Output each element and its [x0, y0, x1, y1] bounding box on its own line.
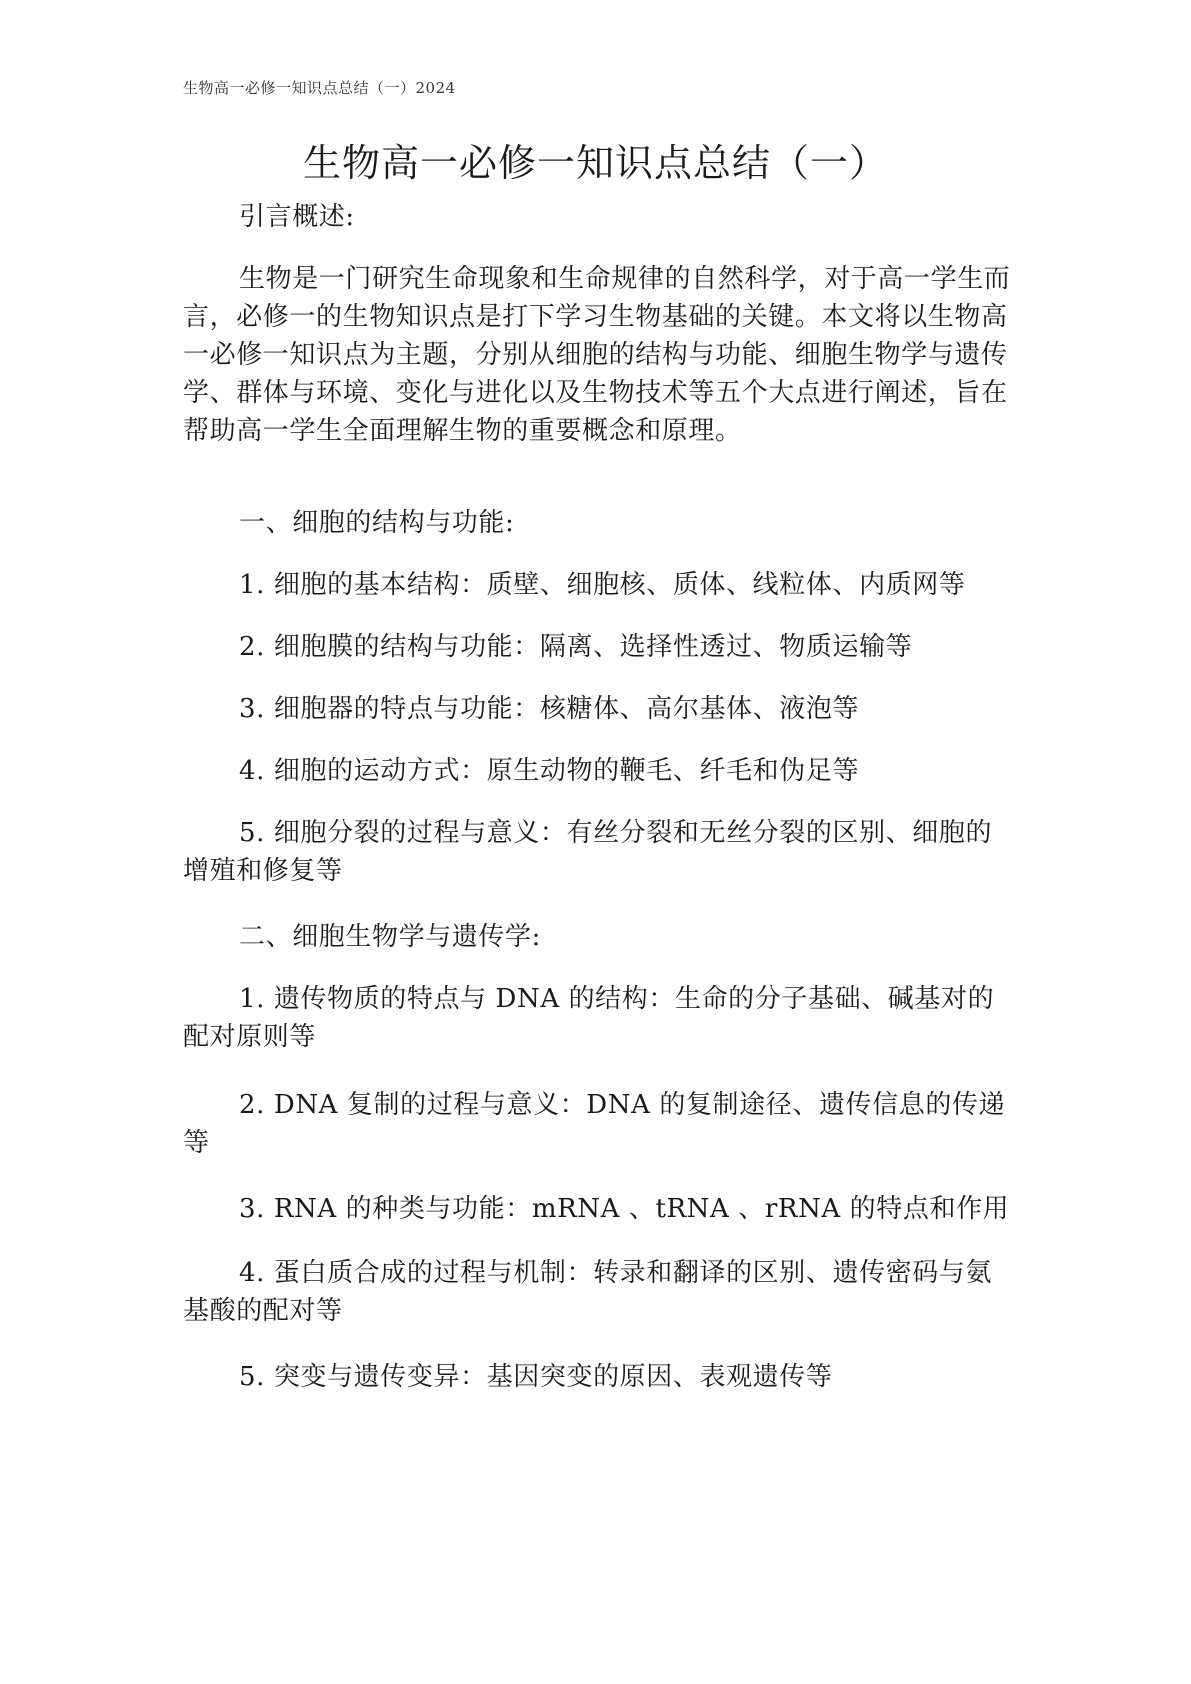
intro-paragraph: 生物是一门研究生命现象和生命规律的自然科学，对于高一学生而言，必修一的生物知识点是打下学习生物基础的关键。本文将以生物高一必修一知识点为主题，分别从细胞的结构与功能、细胞生物学与遗传学、群体与环境、变化与进化以及生物技术等五个大点进行阐述，旨在帮助高一学生全面理解生物的重要概念和原理。	[183, 264, 1011, 446]
running-header: 生物高一必修一知识点总结（一）2024	[183, 79, 456, 97]
list-item: 2. 细胞膜的结构与功能：隔离、选择性透过、物质运输等	[239, 632, 913, 662]
list-item: 3. 细胞器的特点与功能：核糖体、高尔基体、液泡等	[239, 694, 860, 724]
list-item: 1. 遗传物质的特点与 DNA 的结构：生命的分子基础、碱基对的配对原则等	[183, 984, 995, 1052]
list-item: 1. 细胞的基本结构：质壁、细胞核、质体、线粒体、内质网等	[239, 570, 966, 600]
list-item: 3. RNA 的种类与功能：mRNA 、tRNA 、rRNA 的特点和作用	[239, 1194, 1010, 1224]
intro-heading: 引言概述:	[239, 202, 355, 232]
list-item: 5. 突变与遗传变异：基因突变的原因、表观遗传等	[239, 1362, 833, 1392]
list-item: 2. DNA 复制的过程与意义：DNA 的复制途径、遗传信息的传递等	[183, 1090, 1006, 1158]
list-item: 4. 细胞的运动方式：原生动物的鞭毛、纤毛和伪足等	[239, 756, 860, 786]
list-item: 4. 蛋白质合成的过程与机制：转录和翻译的区别、遗传密码与氨基酸的配对等	[183, 1258, 993, 1326]
document-title: 生物高一必修一知识点总结（一）	[302, 141, 888, 185]
section-heading-genetics: 二、细胞生物学与遗传学:	[239, 922, 541, 952]
list-item: 5. 细胞分裂的过程与意义：有丝分裂和无丝分裂的区别、细胞的增殖和修复等	[183, 818, 993, 886]
section-heading-cell-structure: 一、细胞的结构与功能:	[239, 508, 515, 538]
